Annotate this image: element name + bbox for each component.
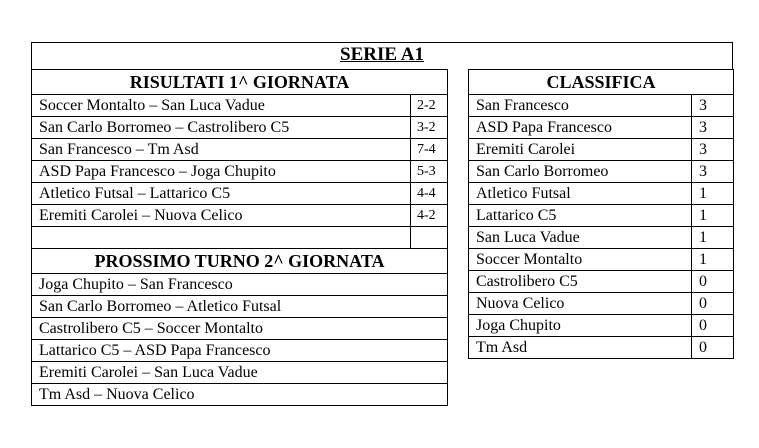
result-match: Soccer Montalto – San Luca Vadue (32, 95, 411, 117)
standings-row (469, 249, 734, 271)
result-score: 5-3 (411, 161, 448, 183)
standings-row (469, 315, 734, 337)
fixture-match: Tm Asd – Nuova Celico (32, 384, 448, 406)
standings-team: ASD Papa Francesco (469, 117, 692, 139)
standings-points: 0 (692, 293, 734, 315)
standings-points: 0 (692, 337, 734, 359)
result-row (32, 205, 448, 227)
standings-row (469, 271, 734, 293)
result-score: 7-4 (411, 139, 448, 161)
standings-team: Atletico Futsal (469, 183, 692, 205)
next-round-header-row (32, 249, 448, 274)
standings-team: San Carlo Borromeo (469, 161, 692, 183)
standings-row (469, 337, 734, 359)
fixture-row (32, 318, 448, 340)
standings-team: Lattarico C5 (469, 205, 692, 227)
result-match: San Francesco – Tm Asd (32, 139, 411, 161)
standings-team: Nuova Celico (469, 293, 692, 315)
standings-points: 3 (692, 117, 734, 139)
spacer-cell (32, 227, 411, 249)
result-row (32, 95, 448, 117)
standings-team: Joga Chupito (469, 315, 692, 337)
spacer-row (32, 227, 448, 249)
standings-points: 3 (692, 139, 734, 161)
standings-points: 3 (692, 95, 734, 117)
standings-team: Tm Asd (469, 337, 692, 359)
standings-points: 0 (692, 271, 734, 293)
fixture-row (32, 296, 448, 318)
standings-header-row (469, 70, 734, 95)
page-title: SERIE A1 (340, 44, 424, 65)
result-score: 4-2 (411, 205, 448, 227)
standings-team: San Luca Vadue (469, 227, 692, 249)
standings-team: Eremiti Carolei (469, 139, 692, 161)
result-score: 4-4 (411, 183, 448, 205)
standings-row (469, 117, 734, 139)
fixture-match: Lattarico C5 – ASD Papa Francesco (32, 340, 448, 362)
spacer-cell (411, 227, 448, 249)
standings-row (469, 95, 734, 117)
fixture-row (32, 340, 448, 362)
fixture-match: Joga Chupito – San Francesco (32, 274, 448, 296)
standings-row (469, 183, 734, 205)
standings-points: 1 (692, 249, 734, 271)
results-header: RISULTATI 1^ GIORNATA (32, 70, 448, 95)
standings-row (469, 227, 734, 249)
standings-points: 3 (692, 161, 734, 183)
result-match: Atletico Futsal – Lattarico C5 (32, 183, 411, 205)
result-match: Eremiti Carolei – Nuova Celico (32, 205, 411, 227)
result-match: ASD Papa Francesco – Joga Chupito (32, 161, 411, 183)
result-row (32, 139, 448, 161)
result-match: San Carlo Borromeo – Castrolibero C5 (32, 117, 411, 139)
standings-row (469, 161, 734, 183)
next-round-header: PROSSIMO TURNO 2^ GIORNATA (32, 249, 448, 274)
results-header-row (32, 70, 448, 95)
fixture-row (32, 362, 448, 384)
result-score: 3-2 (411, 117, 448, 139)
standings-team: Soccer Montalto (469, 249, 692, 271)
fixture-row (32, 274, 448, 296)
result-row (32, 183, 448, 205)
standings-table (468, 69, 734, 359)
fixture-row (32, 384, 448, 406)
standings-team: San Francesco (469, 95, 692, 117)
standings-points: 1 (692, 183, 734, 205)
standings-header: CLASSIFICA (469, 70, 734, 95)
standings-points: 0 (692, 315, 734, 337)
serie-a1-sheet (31, 42, 733, 402)
standings-points: 1 (692, 205, 734, 227)
standings-row (469, 293, 734, 315)
results-table (31, 69, 448, 406)
standings-points: 1 (692, 227, 734, 249)
fixture-match: San Carlo Borromeo – Atletico Futsal (32, 296, 448, 318)
result-row (32, 117, 448, 139)
fixture-match: Eremiti Carolei – San Luca Vadue (32, 362, 448, 384)
fixture-match: Castrolibero C5 – Soccer Montalto (32, 318, 448, 340)
standings-team: Castrolibero C5 (469, 271, 692, 293)
standings-row (469, 139, 734, 161)
result-score: 2-2 (411, 95, 448, 117)
result-row (32, 161, 448, 183)
standings-row (469, 205, 734, 227)
